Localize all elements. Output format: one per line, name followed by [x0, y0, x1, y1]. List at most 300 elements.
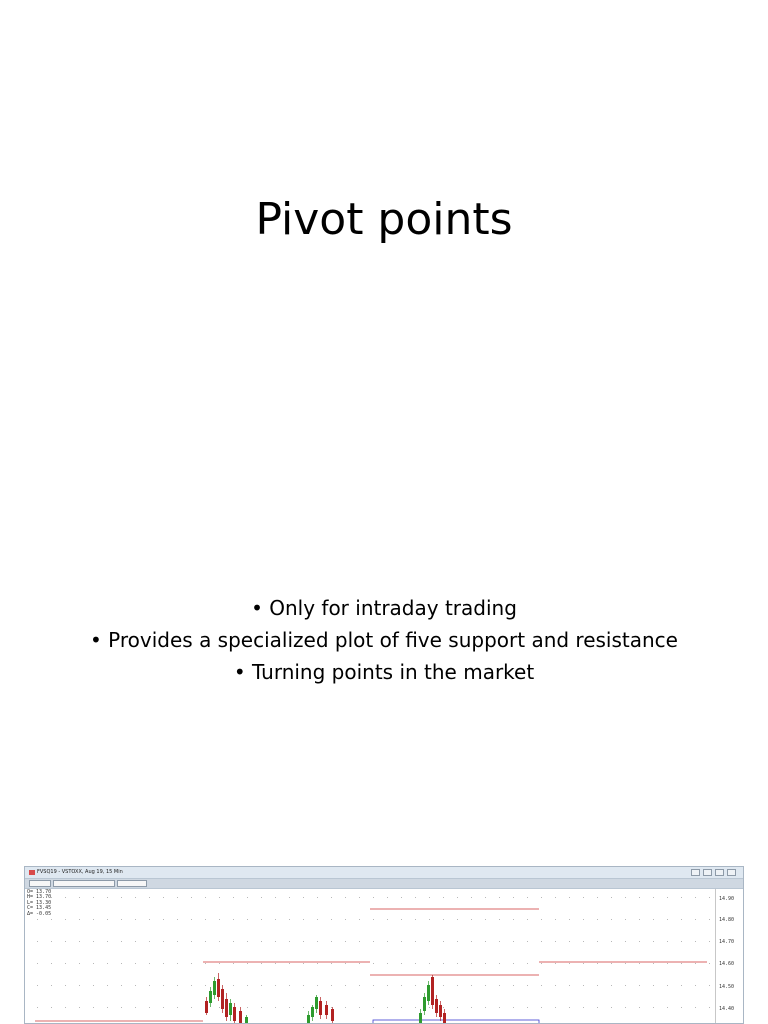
- candle-body: [427, 985, 430, 1001]
- grid-dot: [359, 963, 360, 964]
- price-plot: [25, 889, 715, 1024]
- chart-window-title: FVSQ19 - VSTOXX, Aug 19, 15 Min: [37, 869, 123, 875]
- grid-dot: [569, 1007, 570, 1008]
- grid-dot: [611, 941, 612, 942]
- grid-dot: [401, 1007, 402, 1008]
- grid-dot: [569, 919, 570, 920]
- grid-dot: [653, 941, 654, 942]
- grid-dot: [135, 919, 136, 920]
- candle-body: [307, 1015, 310, 1023]
- grid-dot: [317, 985, 318, 986]
- grid-dot: [709, 919, 710, 920]
- grid-dot: [541, 985, 542, 986]
- grid-dot: [443, 941, 444, 942]
- grid-dot: [359, 897, 360, 898]
- grid-dot: [345, 941, 346, 942]
- grid-dot: [597, 963, 598, 964]
- ohlc-readout: [27, 890, 51, 917]
- grid-dot: [163, 941, 164, 942]
- grid-dot: [149, 919, 150, 920]
- grid-dot: [583, 963, 584, 964]
- grid-dot: [443, 897, 444, 898]
- grid-dot: [527, 941, 528, 942]
- grid-dot: [387, 963, 388, 964]
- candle-body: [217, 979, 220, 997]
- candle-body: [331, 1009, 334, 1021]
- grid-dot: [513, 1007, 514, 1008]
- grid-dot: [457, 897, 458, 898]
- candles: [205, 973, 446, 1024]
- grid-dot: [583, 897, 584, 898]
- candle-body: [205, 1001, 208, 1013]
- grid-dot: [653, 897, 654, 898]
- grid-dot: [415, 1007, 416, 1008]
- grid-dot: [37, 985, 38, 986]
- grid-dot: [513, 963, 514, 964]
- grid-dot: [149, 941, 150, 942]
- grid-dot: [625, 963, 626, 964]
- grid-dot: [219, 963, 220, 964]
- grid-dot: [345, 963, 346, 964]
- grid-dot: [107, 963, 108, 964]
- grid-dot: [65, 919, 66, 920]
- grid-dot: [163, 963, 164, 964]
- grid-dot: [667, 919, 668, 920]
- grid-dot: [191, 919, 192, 920]
- grid-dot: [471, 941, 472, 942]
- toolbar-tab[interactable]: [53, 880, 115, 887]
- price-axis: [715, 889, 744, 1024]
- grid-dot: [373, 919, 374, 920]
- grid-dot: [93, 919, 94, 920]
- grid-dot: [135, 985, 136, 986]
- grid-dot: [93, 941, 94, 942]
- candle-body: [221, 989, 224, 1009]
- grid-dot: [415, 963, 416, 964]
- grid-dot: [667, 941, 668, 942]
- grid-dot: [247, 941, 248, 942]
- grid-dot: [163, 897, 164, 898]
- grid-dot: [429, 919, 430, 920]
- grid-dot: [625, 897, 626, 898]
- grid-dot: [387, 919, 388, 920]
- grid-dot: [541, 1007, 542, 1008]
- grid-dot: [583, 985, 584, 986]
- grid-dot: [471, 1007, 472, 1008]
- grid-dot: [373, 897, 374, 898]
- grid-dot: [555, 919, 556, 920]
- grid-dot: [247, 963, 248, 964]
- chart-toolbar: [25, 879, 743, 889]
- candle-body: [419, 1013, 422, 1023]
- grid-dot: [177, 1007, 178, 1008]
- app-icon: [29, 870, 35, 875]
- grid-dot: [233, 941, 234, 942]
- grid-dot: [653, 963, 654, 964]
- price-label: 14.70: [719, 939, 735, 945]
- grid-dot: [499, 1007, 500, 1008]
- grid-dot: [79, 919, 80, 920]
- link-icon[interactable]: [691, 869, 700, 876]
- candle-body: [229, 1003, 232, 1015]
- grid-dot: [709, 941, 710, 942]
- candle-body: [209, 991, 212, 1003]
- grid-dot: [121, 1007, 122, 1008]
- grid-dot: [93, 963, 94, 964]
- grid-dot: [499, 941, 500, 942]
- grid-dot: [373, 985, 374, 986]
- grid-dot: [513, 897, 514, 898]
- candle-body: [233, 1007, 236, 1021]
- grid-dot: [429, 941, 430, 942]
- grid-dot: [513, 919, 514, 920]
- grid-dot: [387, 897, 388, 898]
- grid-dot: [107, 985, 108, 986]
- grid-dot: [401, 963, 402, 964]
- grid-dot: [667, 963, 668, 964]
- grid-dot: [681, 897, 682, 898]
- range-box: [373, 1020, 539, 1024]
- ohlc-row: Δ= -0.05: [27, 910, 52, 917]
- candle-body: [431, 977, 434, 1005]
- grid-dot: [569, 985, 570, 986]
- grid-dot: [639, 941, 640, 942]
- grid-dot: [205, 897, 206, 898]
- grid-dot: [429, 963, 430, 964]
- grid-dot: [65, 985, 66, 986]
- grid-dot: [499, 897, 500, 898]
- grid-dot: [275, 897, 276, 898]
- grid-dot: [275, 941, 276, 942]
- grid-dot: [65, 941, 66, 942]
- grid-dot: [51, 985, 52, 986]
- grid-dot: [415, 919, 416, 920]
- grid-dot: [65, 1007, 66, 1008]
- grid-dot: [163, 919, 164, 920]
- grid-dot: [527, 985, 528, 986]
- grid-dot: [65, 897, 66, 898]
- grid-dot: [51, 919, 52, 920]
- close-icon[interactable]: [727, 869, 736, 876]
- grid-dot: [247, 1007, 248, 1008]
- grid-dot: [401, 919, 402, 920]
- grid-dot: [65, 963, 66, 964]
- grid-dot: [541, 941, 542, 942]
- grid-dots: [37, 897, 710, 1008]
- grid-dot: [289, 985, 290, 986]
- chart-window-titlebar: [25, 867, 743, 879]
- grid-dot: [583, 919, 584, 920]
- grid-dot: [107, 941, 108, 942]
- grid-dot: [135, 941, 136, 942]
- grid-dot: [107, 919, 108, 920]
- maximize-icon[interactable]: [715, 869, 724, 876]
- ohlc-row: H= 13.70: [27, 894, 52, 901]
- grid-dot: [611, 963, 612, 964]
- grid-dot: [233, 897, 234, 898]
- grid-dot: [331, 985, 332, 986]
- grid-dot: [527, 897, 528, 898]
- grid-dot: [93, 1007, 94, 1008]
- grid-dot: [653, 1007, 654, 1008]
- grid-dot: [93, 985, 94, 986]
- grid-dot: [177, 941, 178, 942]
- grid-dot: [275, 963, 276, 964]
- grid-dot: [667, 897, 668, 898]
- grid-dot: [667, 1007, 668, 1008]
- grid-dot: [37, 941, 38, 942]
- grid-dot: [415, 897, 416, 898]
- candle-body: [311, 1007, 314, 1017]
- grid-dot: [289, 1007, 290, 1008]
- candle-body: [423, 997, 426, 1011]
- grid-dot: [611, 897, 612, 898]
- candle-body: [443, 1013, 446, 1023]
- grid-dot: [695, 985, 696, 986]
- grid-dot: [485, 941, 486, 942]
- ohlc-row: O= 13.70: [27, 889, 52, 895]
- candle-body: [245, 1017, 248, 1024]
- grid-dot: [611, 985, 612, 986]
- grid-dot: [79, 897, 80, 898]
- grid-dot: [121, 919, 122, 920]
- grid-dot: [597, 941, 598, 942]
- grid-dot: [261, 919, 262, 920]
- grid-dot: [513, 985, 514, 986]
- grid-dot: [261, 985, 262, 986]
- grid-dot: [345, 919, 346, 920]
- grid-dot: [527, 1007, 528, 1008]
- grid-dot: [233, 919, 234, 920]
- grid-dot: [121, 897, 122, 898]
- grid-dot: [457, 985, 458, 986]
- grid-dot: [415, 941, 416, 942]
- grid-dot: [639, 963, 640, 964]
- grid-dot: [303, 897, 304, 898]
- grid-dot: [135, 897, 136, 898]
- grid-dot: [261, 941, 262, 942]
- grid-dot: [499, 963, 500, 964]
- grid-dot: [499, 985, 500, 986]
- grid-dot: [149, 897, 150, 898]
- candle-body: [213, 981, 216, 995]
- grid-dot: [303, 941, 304, 942]
- grid-dot: [527, 963, 528, 964]
- grid-dot: [597, 897, 598, 898]
- price-label: 14.40: [719, 1006, 735, 1012]
- grid-dot: [555, 941, 556, 942]
- minimize-icon[interactable]: [703, 869, 712, 876]
- grid-dot: [219, 941, 220, 942]
- grid-dot: [177, 897, 178, 898]
- grid-dot: [653, 985, 654, 986]
- grid-dot: [149, 963, 150, 964]
- toolbar-tab[interactable]: [117, 880, 147, 887]
- grid-dot: [485, 897, 486, 898]
- grid-dot: [303, 963, 304, 964]
- grid-dot: [625, 919, 626, 920]
- toolbar-tab[interactable]: [29, 880, 51, 887]
- grid-dot: [387, 941, 388, 942]
- grid-dot: [275, 1007, 276, 1008]
- candle-body: [319, 1001, 322, 1015]
- grid-dot: [681, 963, 682, 964]
- grid-dot: [37, 1007, 38, 1008]
- grid-dot: [653, 919, 654, 920]
- grid-dot: [443, 985, 444, 986]
- candle-body: [239, 1011, 242, 1023]
- grid-dot: [667, 985, 668, 986]
- grid-dot: [163, 1007, 164, 1008]
- grid-dot: [233, 985, 234, 986]
- grid-dot: [107, 897, 108, 898]
- grid-dot: [247, 919, 248, 920]
- grid-dot: [289, 919, 290, 920]
- grid-dot: [93, 897, 94, 898]
- grid-dot: [219, 1007, 220, 1008]
- grid-dot: [597, 1007, 598, 1008]
- grid-dot: [51, 963, 52, 964]
- grid-dot: [709, 963, 710, 964]
- ohlc-row: L= 13.30: [27, 899, 52, 906]
- grid-dot: [289, 963, 290, 964]
- grid-dot: [177, 963, 178, 964]
- grid-dot: [149, 1007, 150, 1008]
- grid-dot: [485, 985, 486, 986]
- grid-dot: [331, 963, 332, 964]
- grid-dot: [527, 919, 528, 920]
- grid-dot: [639, 1007, 640, 1008]
- grid-dot: [611, 1007, 612, 1008]
- grid-dot: [275, 985, 276, 986]
- candle-body: [325, 1005, 328, 1015]
- grid-dot: [583, 1007, 584, 1008]
- grid-dot: [359, 985, 360, 986]
- grid-dot: [695, 941, 696, 942]
- grid-dot: [191, 1007, 192, 1008]
- grid-dot: [471, 963, 472, 964]
- grid-dot: [625, 1007, 626, 1008]
- grid-dot: [247, 897, 248, 898]
- grid-dot: [317, 963, 318, 964]
- grid-dot: [401, 985, 402, 986]
- grid-dot: [359, 941, 360, 942]
- grid-dot: [177, 919, 178, 920]
- grid-dot: [303, 1007, 304, 1008]
- grid-dot: [415, 985, 416, 986]
- grid-dot: [625, 941, 626, 942]
- price-label: 14.80: [719, 917, 735, 923]
- grid-dot: [639, 897, 640, 898]
- grid-dot: [625, 985, 626, 986]
- grid-dot: [681, 941, 682, 942]
- grid-dot: [485, 963, 486, 964]
- ohlc-row: C= 13.45: [27, 905, 52, 912]
- grid-dot: [205, 919, 206, 920]
- grid-dot: [457, 963, 458, 964]
- candle-body: [315, 997, 318, 1009]
- price-label: 14.90: [719, 896, 735, 902]
- grid-dot: [289, 897, 290, 898]
- grid-dot: [205, 963, 206, 964]
- grid-dot: [261, 963, 262, 964]
- grid-dot: [51, 941, 52, 942]
- grid-dot: [191, 985, 192, 986]
- grid-dot: [681, 919, 682, 920]
- grid-dot: [51, 1007, 52, 1008]
- grid-dot: [485, 1007, 486, 1008]
- grid-dot: [359, 1007, 360, 1008]
- grid-dot: [331, 897, 332, 898]
- chart-screenshot: [24, 866, 744, 1024]
- grid-dot: [191, 963, 192, 964]
- grid-dot: [471, 897, 472, 898]
- grid-dot: [261, 1007, 262, 1008]
- bullet-item: • Only for intraday trading: [251, 596, 517, 620]
- grid-dot: [387, 985, 388, 986]
- price-label: 14.60: [719, 961, 735, 967]
- grid-dot: [135, 963, 136, 964]
- grid-dot: [177, 985, 178, 986]
- grid-dot: [317, 897, 318, 898]
- pivot-lines: [35, 909, 707, 1024]
- grid-dot: [695, 963, 696, 964]
- grid-dot: [569, 941, 570, 942]
- grid-dot: [247, 985, 248, 986]
- grid-dot: [135, 1007, 136, 1008]
- grid-dot: [261, 897, 262, 898]
- grid-dot: [331, 1007, 332, 1008]
- bullet-item: • Turning points in the market: [233, 660, 535, 684]
- grid-dot: [513, 941, 514, 942]
- grid-dot: [275, 919, 276, 920]
- bullet-item: • Provides a specialized plot of five support and resistance: [90, 628, 678, 652]
- grid-dot: [639, 919, 640, 920]
- grid-dot: [457, 919, 458, 920]
- grid-dot: [345, 897, 346, 898]
- grid-dot: [681, 1007, 682, 1008]
- bullet-list: [0, 592, 768, 688]
- grid-dot: [695, 919, 696, 920]
- grid-dot: [345, 985, 346, 986]
- grid-dot: [429, 897, 430, 898]
- grid-dot: [401, 897, 402, 898]
- grid-dot: [79, 1007, 80, 1008]
- grid-dot: [373, 1007, 374, 1008]
- grid-dot: [443, 919, 444, 920]
- grid-dot: [387, 1007, 388, 1008]
- grid-dot: [303, 919, 304, 920]
- grid-dot: [51, 897, 52, 898]
- grid-dot: [555, 897, 556, 898]
- grid-dot: [219, 919, 220, 920]
- grid-dot: [317, 919, 318, 920]
- grid-dot: [79, 963, 80, 964]
- grid-dot: [331, 941, 332, 942]
- price-label: 14.50: [719, 984, 735, 990]
- grid-dot: [541, 919, 542, 920]
- grid-dot: [709, 897, 710, 898]
- grid-dot: [401, 941, 402, 942]
- grid-dot: [289, 941, 290, 942]
- grid-dot: [373, 941, 374, 942]
- grid-dot: [555, 985, 556, 986]
- candle-body: [435, 999, 438, 1013]
- grid-dot: [121, 963, 122, 964]
- grid-dot: [457, 1007, 458, 1008]
- grid-dot: [555, 1007, 556, 1008]
- grid-dot: [219, 897, 220, 898]
